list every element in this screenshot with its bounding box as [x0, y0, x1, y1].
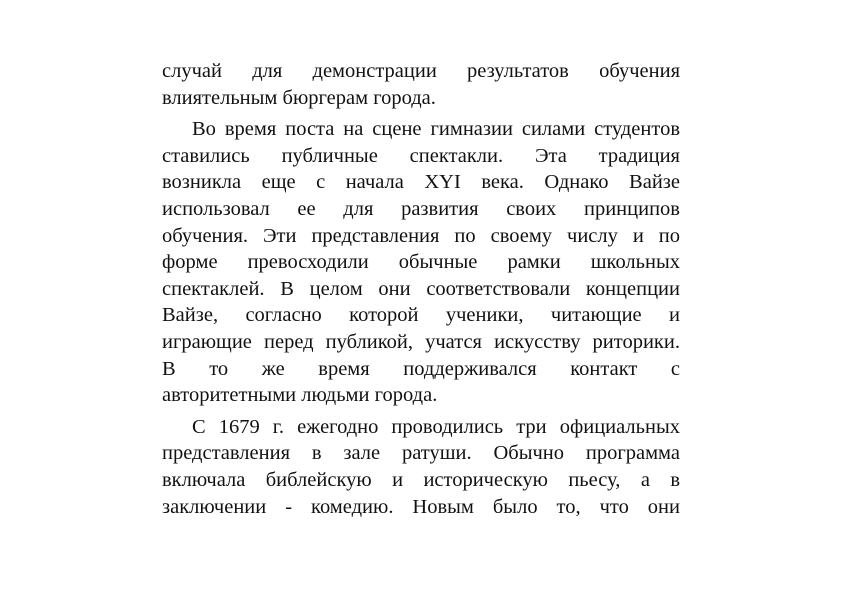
- paragraph-1: [162, 58, 680, 111]
- text-line: Во время поста на сцене гимназии силами студентов: [192, 118, 680, 141]
- text-line: влиятельным бюргерам города.: [162, 86, 436, 109]
- text-line: заключении - комедию. Новым было то, что они: [162, 495, 680, 518]
- text-line: В то же время поддерживался контакт с: [162, 357, 680, 380]
- text-line: Вайзе, согласно которой ученики, читающие и: [162, 304, 680, 327]
- document-text: [162, 58, 680, 520]
- text-line: включала библейскую и историческую пьесу, а в: [162, 468, 680, 491]
- text-line: ставились публичные спектакли. Эта традиция: [162, 144, 680, 167]
- paragraph-3: [162, 414, 680, 520]
- text-line: спектаклей. В целом они соответствовали концепции: [162, 277, 680, 300]
- text-line: играющие перед публикой, учатся искусству риторики.: [162, 330, 680, 353]
- text-line: форме превосходили обычные рамки школьных: [162, 251, 680, 274]
- text-line: использовал ее для развития своих принципов: [162, 197, 680, 220]
- text-line: обучения. Эти представления по своему числу и по: [162, 224, 680, 247]
- text-line: авторитетными людьми города.: [162, 384, 438, 407]
- paragraph-2: [162, 116, 680, 409]
- text-line: случай для демонстрации результатов обучения: [162, 60, 680, 82]
- text-line: представления в зале ратуши. Обычно программа: [162, 442, 680, 465]
- text-line: С 1679 г. ежегодно проводились три официальных: [192, 415, 680, 438]
- text-line: возникла еще с начала XYI века. Однако Вайзе: [162, 171, 680, 194]
